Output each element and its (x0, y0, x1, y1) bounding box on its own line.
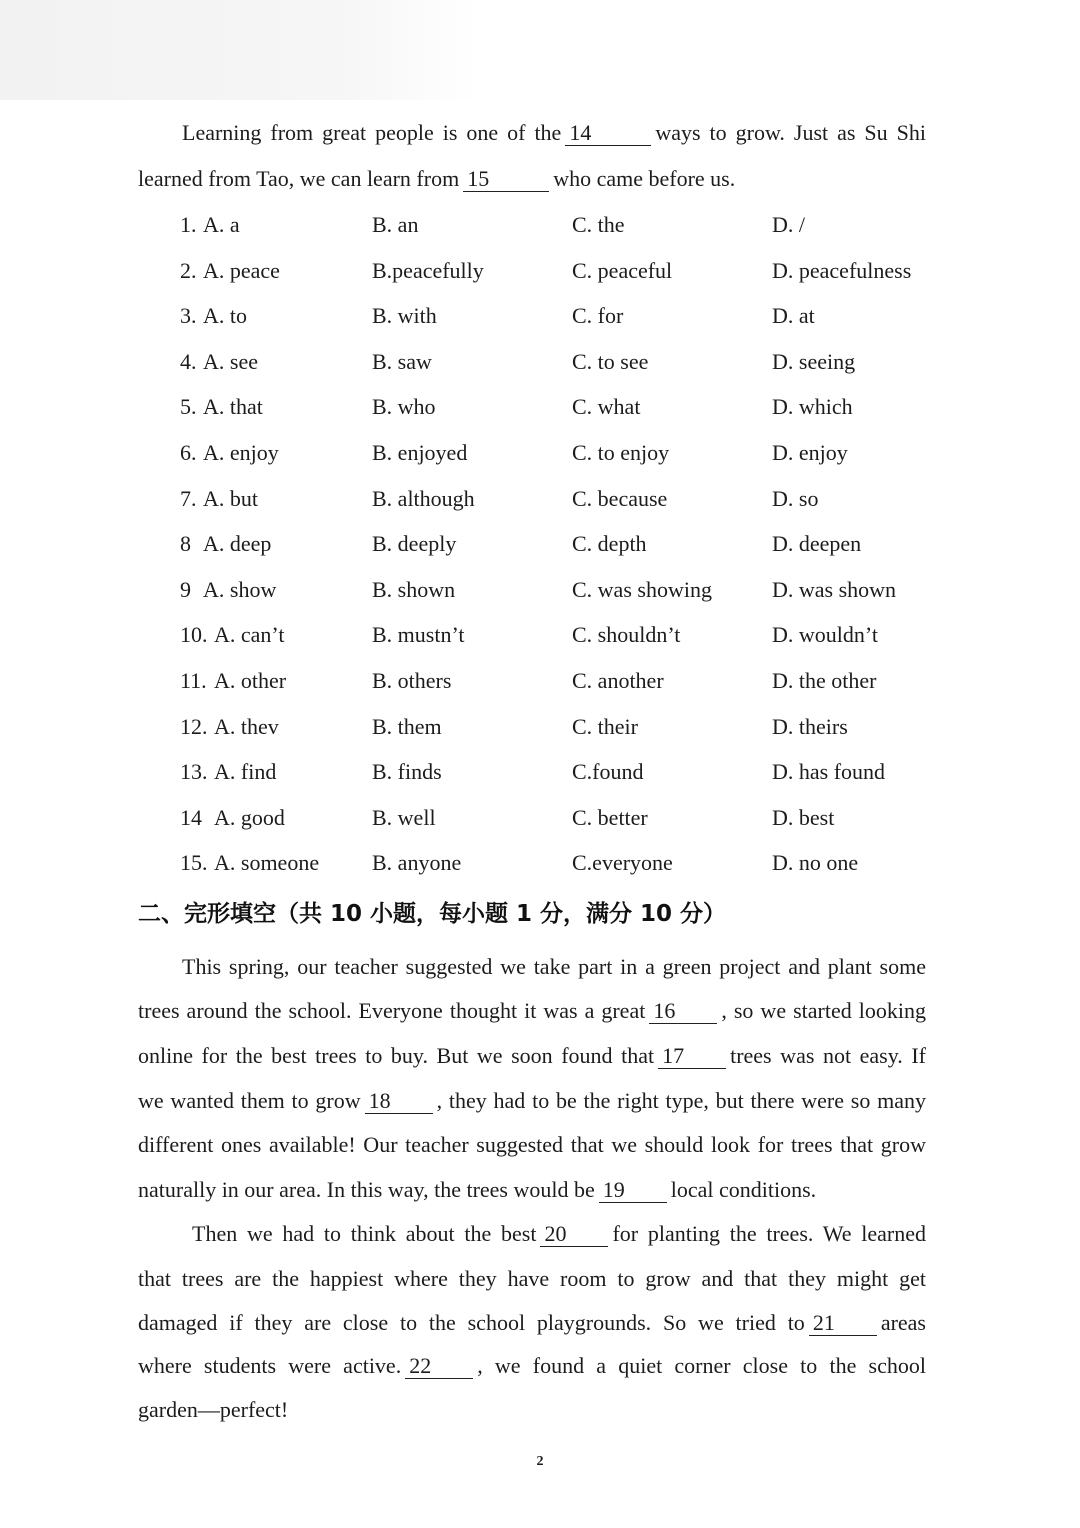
option-d: D. enjoy (772, 440, 848, 465)
option-c: C.everyone (572, 850, 673, 875)
option-c: C. shouldn’t (572, 622, 681, 647)
option-b: B. who (372, 394, 436, 419)
passage-line: online for the best trees to buy. But we soon found that 17 trees was not easy. If (138, 1043, 926, 1068)
option-a: A. enjoy (203, 440, 279, 465)
option-b: B. enjoyed (372, 440, 468, 465)
answer-blank: 21 (809, 1311, 877, 1336)
question-number: 7. (180, 486, 197, 511)
question-number: 3. (180, 303, 197, 328)
option-a: A. good (214, 805, 285, 830)
option-b: B. well (372, 805, 436, 830)
scan-shading (0, 0, 480, 100)
option-b: B. others (372, 668, 452, 693)
option-row (0, 484, 1080, 514)
passage-line: Then we had to think about the best 20 for planting the trees. We learned (192, 1221, 926, 1246)
option-a: A. deep (203, 531, 272, 556)
option-b: B. deeply (372, 531, 457, 556)
option-c: C. because (572, 486, 668, 511)
question-number: 6. (180, 440, 197, 465)
question-number: 12. (180, 714, 208, 739)
question-number: 8 (180, 531, 191, 556)
option-d: D. / (772, 212, 805, 237)
question-number: 5. (180, 394, 197, 419)
question-number: 4. (180, 349, 197, 374)
passage-line: This spring, our teacher suggested we take part in a green project and plant some (182, 954, 926, 979)
passage-line: naturally in our area. In this way, the trees would be 19 local conditions. (138, 1177, 817, 1202)
option-d: D. so (772, 486, 819, 511)
option-row (0, 712, 1080, 742)
option-d: D. seeing (772, 349, 856, 374)
answer-blank: 22 (405, 1354, 473, 1379)
option-b: B. saw (372, 349, 432, 374)
option-row (0, 848, 1080, 878)
question-number: 2. (180, 258, 197, 283)
option-a: A. someone (214, 850, 320, 875)
option-a: A. but (203, 486, 258, 511)
passage-line: we wanted them to grow 18 , they had to be the right type, but there were so many (138, 1088, 926, 1113)
answer-blank: 19 (599, 1178, 667, 1203)
option-row (0, 529, 1080, 559)
option-b: B. finds (372, 759, 442, 784)
option-d: D. deepen (772, 531, 862, 556)
option-a: A. show (203, 577, 277, 602)
option-d: D. which (772, 394, 853, 419)
option-d: D. was shown (772, 577, 897, 602)
question-number: 11. (180, 668, 207, 693)
option-a: A. find (214, 759, 277, 784)
answer-blank: 20 (540, 1222, 608, 1247)
option-row (0, 666, 1080, 696)
option-row (0, 256, 1080, 286)
option-a: A. thev (214, 714, 279, 739)
option-row (0, 301, 1080, 331)
page-number: 2 (536, 1454, 544, 1469)
passage-line: Learning from great people is one of the 14 ways to grow. Just as Su Shi (182, 120, 926, 145)
answer-blank: 18 (365, 1089, 433, 1114)
option-a: A. can’t (214, 622, 285, 647)
option-b: B. shown (372, 577, 456, 602)
option-b: B. anyone (372, 850, 462, 875)
option-c: C. for (572, 303, 624, 328)
answer-blank: 15 (463, 167, 549, 192)
option-row (0, 575, 1080, 605)
option-c: C. to enjoy (572, 440, 670, 465)
option-c: C. their (572, 714, 638, 739)
option-a: A. peace (203, 258, 280, 283)
passage-line: where students were active. 22 , we found a quiet corner close to the school (138, 1353, 926, 1378)
question-number: 13. (180, 759, 208, 784)
question-number: 15. (180, 850, 208, 875)
option-b: B. with (372, 303, 437, 328)
passage-line: different ones available! Our teacher suggested that we should look for trees that grow (138, 1132, 926, 1157)
option-row (0, 347, 1080, 377)
option-b: B. them (372, 714, 442, 739)
option-row (0, 620, 1080, 650)
option-c: C. to see (572, 349, 649, 374)
option-d: D. has found (772, 759, 886, 784)
question-number: 10. (180, 622, 208, 647)
option-a: A. that (203, 394, 263, 419)
option-c: C.found (572, 759, 644, 784)
option-d: D. no one (772, 850, 859, 875)
option-d: D. at (772, 303, 815, 328)
option-b: B. although (372, 486, 475, 511)
answer-blank: 17 (658, 1044, 726, 1069)
option-d: D. best (772, 805, 835, 830)
option-row (0, 392, 1080, 422)
option-c: C. depth (572, 531, 647, 556)
option-d: D. theirs (772, 714, 848, 739)
option-c: C. peaceful (572, 258, 673, 283)
question-number: 9 (180, 577, 191, 602)
passage-line: trees around the school. Everyone thought it was a great 16 , so we started looking (138, 998, 926, 1023)
option-c: C. better (572, 805, 648, 830)
question-number: 1. (180, 212, 197, 237)
section-title: 二、完形填空（共 10 小题，每小题 1 分，满分 10 分） (138, 901, 727, 927)
option-row (0, 438, 1080, 468)
option-d: D. the other (772, 668, 877, 693)
option-c: C. what (572, 394, 641, 419)
option-b: B. mustn’t (372, 622, 465, 647)
answer-blank: 16 (649, 999, 717, 1024)
answer-blank: 14 (565, 121, 651, 146)
option-a: A. a (203, 212, 240, 237)
option-b: B.peacefully (372, 258, 484, 283)
passage-line: learned from Tao, we can learn from 15 who came before us. (138, 166, 736, 191)
question-number: 14 (180, 805, 202, 830)
option-d: D. wouldn’t (772, 622, 878, 647)
option-c: C. was showing (572, 577, 712, 602)
option-a: A. to (203, 303, 247, 328)
passage-line: garden—perfect! (138, 1397, 289, 1422)
option-row (0, 757, 1080, 787)
option-d: D. peacefulness (772, 258, 912, 283)
passage-line: that trees are the happiest where they have room to grow and that they might get (138, 1266, 926, 1291)
passage-line: damaged if they are close to the school playgrounds. So we tried to 21 areas (138, 1310, 926, 1335)
option-c: C. another (572, 668, 664, 693)
option-a: A. see (203, 349, 258, 374)
option-c: C. the (572, 212, 625, 237)
option-row (0, 210, 1080, 240)
option-row (0, 803, 1080, 833)
option-a: A. other (214, 668, 287, 693)
option-b: B. an (372, 212, 419, 237)
